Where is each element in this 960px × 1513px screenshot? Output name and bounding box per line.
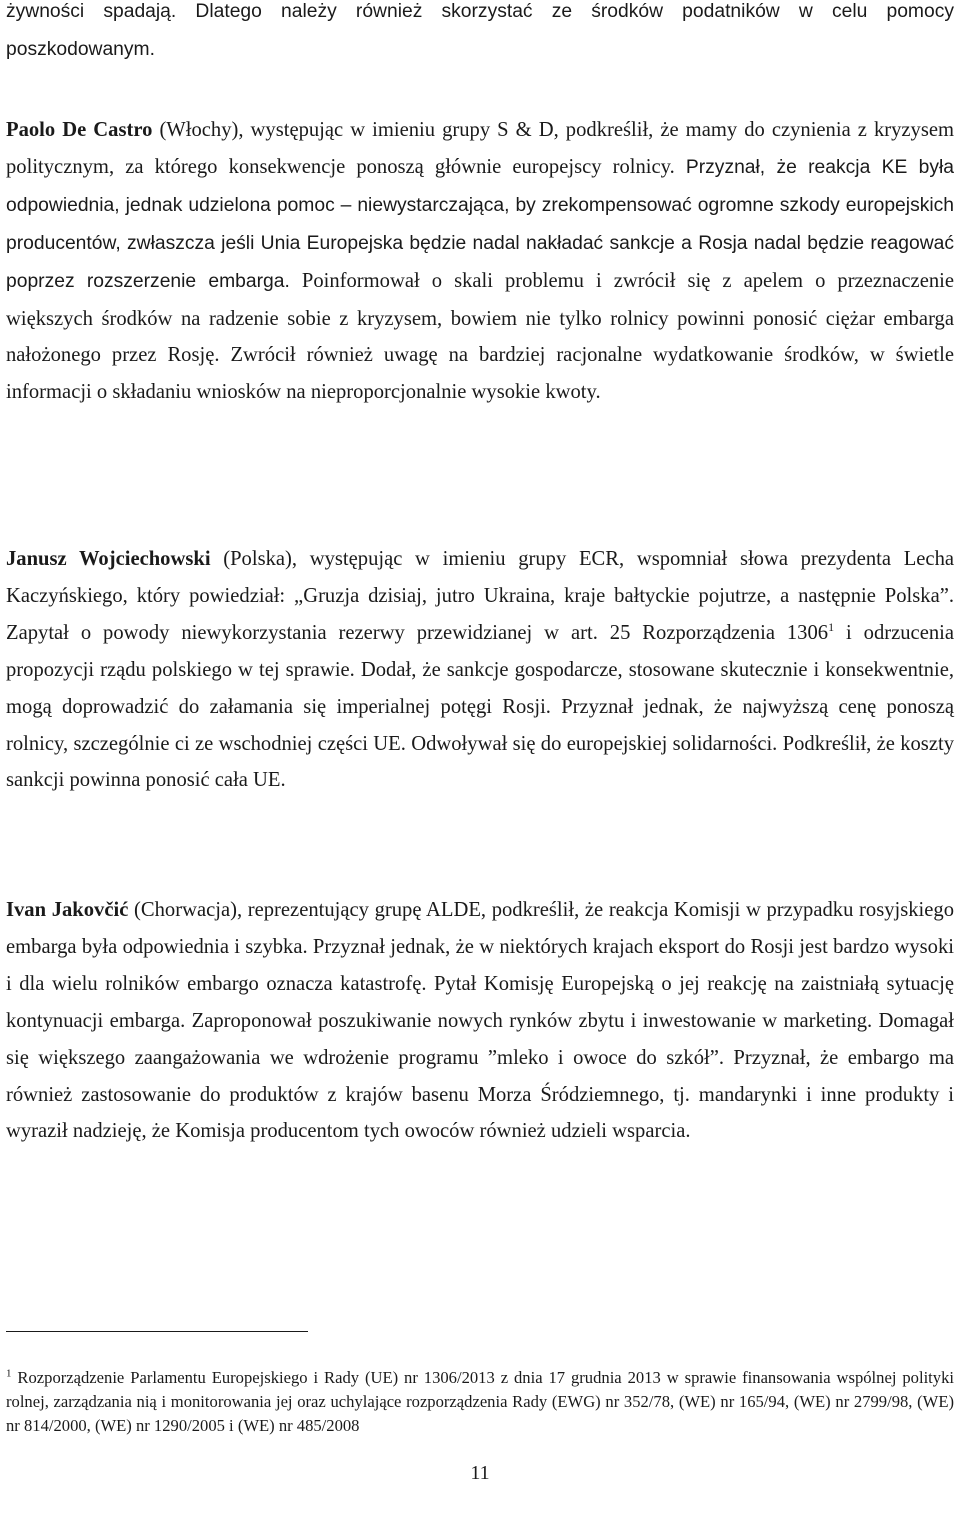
paragraph-text: Poinformował o skali problemu i zwrócił się z apelem o przeznaczenie większych środków na radzenie sobie z kryzysem, bowiem nie tylko rolnicy powinni ponosić ciężar embarga nałożonego przez Rosję. Zwrócił również uwagę na bardziej racjonalne wydatkowanie środków, w świetle informacji o składaniu wniosków na nieproporcjonalnie wysokie kwoty. <box>6 269 954 404</box>
paragraph-intro-continuation <box>6 0 954 69</box>
footnote-separator <box>6 1331 308 1332</box>
page-number: 11 <box>470 1462 490 1484</box>
speaker-name: Ivan Jakovčić <box>6 899 129 921</box>
footnote <box>6 1366 954 1438</box>
paragraph-text: (Włochy), występując w imieniu grupy S & D, podkreślił, że mamy do czynienia z kryzysem politycznym, za którego konsekwencje ponoszą głównie europejscy rolnicy. <box>6 119 955 178</box>
paragraph-text: (Polska), występując w imieniu grupy ECR, wspomniał słowa prezydenta Lecha Kaczyńskiego, który powiedział: „Gruzja dzisiaj, jutro Ukraina, kraje bałtyckie pojutrze, a następnie Polska”. Zapytał o powody niewykorzystania rezerwy przewidzianej w art. 25 Rozporządzenia 1306 <box>6 548 955 644</box>
footnote-text: Rozporządzenie Parlamentu Europejskiego i Rady (UE) nr 1306/2013 z dnia 17 grudnia 2013 w sprawie finansowania wspólnej polityki rolnej, zarządzania nią i monitorowania jej oraz uchylające rozporządzenia Rady (EWG) nr 352/78, (WE) nr 165/94, (WE) nr 2799/98, (WE) nr 814/2000, (WE) nr 1290/2005 i (WE) nr 485/2008 <box>6 1368 954 1435</box>
speaker-name: Janusz Wojciechowski <box>6 548 211 570</box>
paragraph-text: żywności spadają. Dlatego należy również skorzystać ze środków podatników w celu pomocy poszkodowanym. <box>6 1 954 60</box>
paragraph-text: Przyznał, że reakcja KE była odpowiednia, jednak udzielona pomoc – niewystarczająca, by zrekompensować ogromne szkody europejskich producentów, zwłaszcza jeśli Unia Europejska będzie nadal nakładać sankcje a Rosja nadal będzie reagować poprzez rozszerzenie embarga. <box>6 156 954 292</box>
footnote-marker: 1 <box>6 1367 12 1380</box>
paragraph-text: i odrzucenia propozycji rządu polskiego w tej sprawie. Dodał, że sankcje gospodarcze, stosowane skutecznie i konsekwentnie, mogą doprowadzić do załamania się imperialnej potęgi Rosji. Przyznał jednak, że najwyższą cenę ponoszą rolnicy, szczególnie ci ze wschodniej części UE. Odwoływał się do europejskiej solidarności. Podkreślił, że koszty sankcji powinna ponosić cała UE. <box>6 621 954 792</box>
paragraph-text: (Chorwacja), reprezentujący grupę ALDE, podkreślił, że reakcja Komisji w przypadku rosyjskiego embarga była odpowiednia i szybka. Przyznał jednak, że w niektórych krajach eksport do Rosji jest bardzo wysoki i dla wielu rolników embargo oznacza katastrofę. Pytał Komisję Europejską o jej reakcję na zaistniałą sytuację kontynuacji embarga. Zaproponował poszukiwanie nowych rynków zbytu i inwestowanie w marketing. Domagał się większego zaangażowania we wdrożenie programu ”mleko i owoce do szkół”. Przyznał, że embargo ma również zastosowanie do produktów z krajów basenu Morza Śródziemnego, tj. mandarynki i inne produkty i wyraził nadzieję, że Komisja producentom tych owoców również udzieli wsparcia. <box>6 899 955 1143</box>
paragraph-ivan-jakovcic <box>6 892 954 1150</box>
paragraph-janusz-wojciechowski <box>6 541 954 799</box>
footnote-reference[interactable]: 1 <box>828 619 835 634</box>
paragraph-paolo-de-castro <box>6 112 954 411</box>
speaker-name: Paolo De Castro <box>6 119 153 141</box>
